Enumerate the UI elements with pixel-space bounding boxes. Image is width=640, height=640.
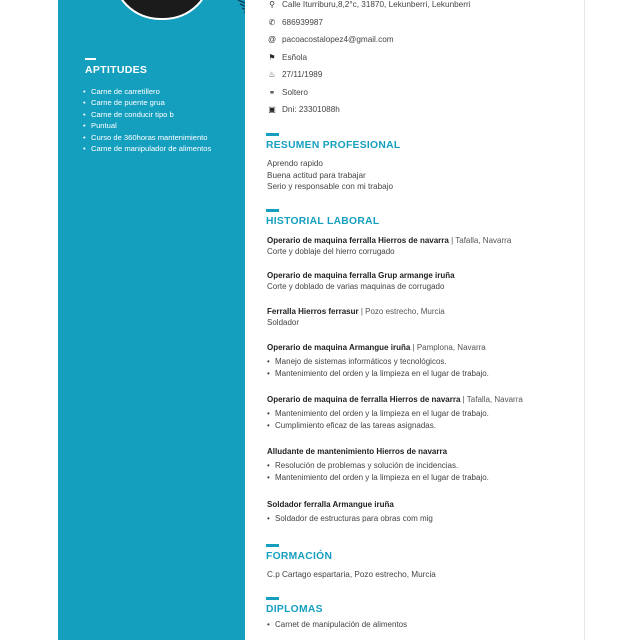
job-location: | Pamplona, Navarra bbox=[410, 343, 486, 352]
job-location: | Pozo estrecho, Murcia bbox=[358, 307, 445, 316]
job-entry bbox=[267, 446, 567, 483]
job-title: Operario de maquina Armangue iruña bbox=[267, 343, 411, 352]
contact-row bbox=[266, 35, 576, 53]
aptitudes-heading: APTITUDES bbox=[85, 58, 147, 76]
job-header bbox=[267, 306, 567, 317]
contact-info bbox=[266, 0, 576, 123]
flag-icon: ⚑ bbox=[268, 52, 276, 62]
education-text: C.p Cartago espartaria, Pozo estrecho, Murcia bbox=[267, 570, 436, 579]
diplomas-heading: DIPLOMAS bbox=[266, 597, 323, 615]
skill-item: • Carne de manipulador de alimentos bbox=[83, 143, 233, 154]
contact-text: Dni: 23301088h bbox=[282, 105, 340, 114]
job-bullets bbox=[267, 356, 567, 379]
skill-item: • Carne de puente grua bbox=[83, 97, 233, 108]
job-entry bbox=[267, 342, 567, 379]
job-entry bbox=[267, 394, 567, 431]
skill-item: • Carne de carretillero bbox=[83, 86, 233, 97]
summary-text bbox=[267, 158, 393, 193]
job-title: Operario de maquina de ferralla Hierros de navarra bbox=[267, 395, 461, 404]
skill-item: • Carne de conducir tipo b bbox=[83, 109, 233, 120]
skill-item: • Curso de 360horas mantenimiento bbox=[83, 132, 233, 143]
job-header bbox=[267, 270, 567, 281]
education-heading: FORMACIÓN bbox=[266, 544, 332, 562]
job-entry bbox=[267, 270, 567, 293]
contact-text: Esñola bbox=[282, 52, 308, 62]
job-header bbox=[267, 235, 567, 246]
contact-text: Calle Iturriburu,8,2°c, 31870, Lekunberri, Lekunberri bbox=[282, 0, 471, 9]
decorative-stripes bbox=[218, 0, 245, 32]
contact-row bbox=[266, 0, 576, 18]
cake-icon: ♨ bbox=[268, 70, 276, 79]
contact-row bbox=[266, 88, 576, 106]
job-header bbox=[267, 394, 567, 405]
map-pin-icon: ⚲ bbox=[269, 0, 275, 9]
diploma-bullets bbox=[267, 619, 567, 630]
job-bullets bbox=[267, 513, 567, 524]
job-header bbox=[267, 499, 567, 510]
rings-icon: ⚭ bbox=[268, 87, 276, 97]
contact-row bbox=[266, 18, 576, 36]
phone-icon: ✆ bbox=[268, 17, 276, 27]
history-heading: HISTORIAL LABORAL bbox=[266, 209, 379, 227]
diploma-item: • Carnet de manipulación de alimentos bbox=[267, 619, 567, 630]
job-bullets bbox=[267, 460, 567, 483]
summary-heading: RESUMEN PROFESIONAL bbox=[266, 133, 400, 151]
id-card-icon: ▣ bbox=[268, 105, 276, 114]
contact-row bbox=[266, 53, 576, 71]
job-description: Corte y doblaje del hierro corrugado bbox=[267, 247, 395, 257]
job-description: Soldador bbox=[267, 318, 300, 328]
job-bullet: • Mantenimiento del orden y la limpieza en el lugar de trabajo. bbox=[267, 408, 567, 419]
skills-list bbox=[83, 86, 233, 154]
job-title: Ferralla Hierros ferrasur bbox=[267, 307, 359, 316]
job-entry bbox=[267, 235, 567, 258]
job-bullet: • Soldador de estructuras para obras com mig bbox=[267, 513, 567, 524]
job-header bbox=[267, 342, 567, 353]
contact-row bbox=[266, 105, 576, 123]
summary-line: Serio y responsable con mi trabajo bbox=[267, 182, 394, 191]
diplomas-list bbox=[267, 619, 567, 630]
job-bullet: • Resolución de problemas y solución de incidencias. bbox=[267, 460, 567, 471]
job-description: Corte y doblado de varias maquinas de corrugado bbox=[267, 282, 445, 292]
contact-text: 686939987 bbox=[282, 17, 323, 27]
job-title: Operario de maquina ferralla Hierros de navarra bbox=[267, 236, 449, 245]
at-icon: @ bbox=[267, 35, 277, 44]
contact-text: pacoacostalopez4@gmail.com bbox=[282, 35, 394, 44]
job-title: Alludante de mantenimiento Hierros de navarra bbox=[267, 447, 448, 456]
job-location: | Tafalla, Navarra bbox=[448, 236, 512, 245]
job-location: | Tafalla, Navarra bbox=[460, 395, 523, 404]
job-bullet: • Cumplimiento eficaz de las tareas asignadas. bbox=[267, 420, 567, 431]
contact-row bbox=[266, 70, 576, 88]
job-bullet: • Mantenimiento del orden y la limpieza en el lugar de trabajo. bbox=[267, 472, 567, 483]
contact-text: 27/11/1989 bbox=[282, 70, 323, 79]
summary-line: Buena actitud para trabajar bbox=[267, 170, 366, 180]
job-entry bbox=[267, 306, 567, 329]
job-title: Soldador ferralla Armangue iruña bbox=[267, 500, 394, 509]
job-bullet: • Mantenimiento del orden y la limpieza en el lugar de trabajo. bbox=[267, 368, 567, 379]
job-bullet: • Manejo de sistemas informáticos y tecnológicos. bbox=[267, 356, 567, 367]
job-header bbox=[267, 446, 567, 457]
job-entry bbox=[267, 499, 567, 525]
contact-text: Soltero bbox=[282, 87, 308, 97]
job-bullets bbox=[267, 408, 567, 431]
job-title: Operario de maquina ferralla Grup armange iruña bbox=[267, 271, 455, 280]
skill-item: • Puntual bbox=[83, 120, 233, 131]
summary-line: Aprendo rapido bbox=[267, 159, 323, 168]
